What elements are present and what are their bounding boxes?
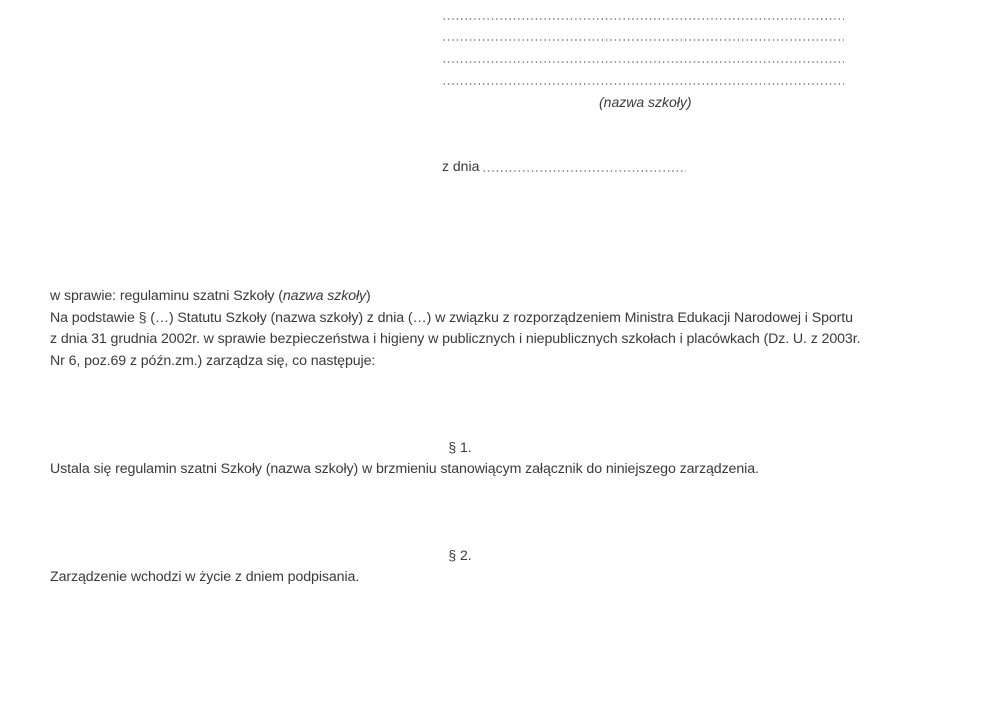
school-name-caption: (nazwa szkoły) bbox=[599, 94, 692, 110]
subject-school-name: nazwa szkoły bbox=[282, 288, 367, 304]
school-name-dotted-line bbox=[442, 83, 844, 85]
legal-basis-line: Na podstawie § (…) Statutu Szkoły (nazwa szkoły) z dnia (…) w związku z rozporządzeniem Ministra Edukacji Narodowej i Sportu bbox=[50, 310, 853, 326]
legal-basis-line: z dnia 31 grudnia 2002r. w sprawie bezpieczeństwa i higieny w publicznych i niepublicznych szkołach i placówkach (Dz. U. z 2003r. bbox=[50, 331, 861, 347]
section-1-text: Ustala się regulamin szatni Szkoły (nazwa szkoły) w brzmieniu stanowiącym załącznik do niniejszego zarządzenia. bbox=[50, 461, 759, 477]
school-name-dotted-line bbox=[442, 39, 844, 41]
section-2-marker: § 2. bbox=[448, 547, 472, 563]
subject-suffix: ) bbox=[366, 288, 371, 304]
school-name-dotted-line bbox=[442, 18, 844, 20]
section-1-marker: § 1. bbox=[448, 439, 472, 455]
legal-basis-line: Nr 6, poz.69 z późn.zm.) zarządza się, co następuje: bbox=[50, 353, 376, 369]
school-name-dotted-line bbox=[442, 61, 844, 63]
date-label: z dnia bbox=[442, 158, 480, 174]
subject-line bbox=[50, 288, 371, 304]
section-2-text: Zarządzenie wchodzi w życie z dniem podpisania. bbox=[50, 569, 360, 585]
subject-prefix: w sprawie: regulaminu szatni Szkoły ( bbox=[50, 288, 283, 304]
date-dotted-line bbox=[482, 170, 686, 172]
